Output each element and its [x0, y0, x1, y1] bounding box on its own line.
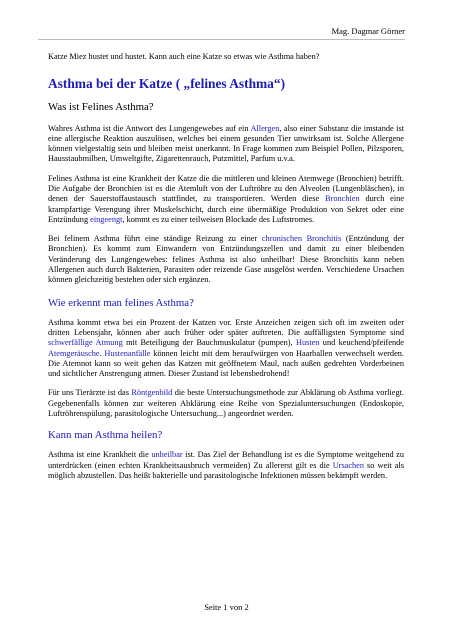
text-link[interactable]: Röntgenbild — [131, 388, 173, 398]
text-link[interactable]: Atemgeräusche — [48, 348, 100, 358]
intro-line: Katze Miez hustet und hustet. Kann auch eine Katze so etwas wie Asthma haben? — [48, 52, 320, 61]
text-run: Felines Asthma ist eine Krankheit der Katze die die mittleren und kleinen Atemwege (Bronchien) betrifft. Die Aufgabe der Bronchien ist es die Atemluft von der Luftröhre zu den Alveolen (Lungenbläschen), in denen der Sauerstoffaustausch stattfindet, zu transportieren. Werden diese — [48, 173, 404, 204]
paragraph — [48, 450, 404, 481]
section-heading: Kann man Asthma heilen? — [48, 429, 163, 442]
text-link[interactable]: Allergen — [250, 123, 280, 133]
header-author: Mag. Dagmar Görner — [331, 26, 405, 36]
text-run: ist. Das Ziel der Behandlung ist es die Symptome weitgehend zu unterdrücken (einen echten Krankheitsausbruch vermeiden) Zu allererst gilt es die — [48, 450, 404, 470]
text-run: so weit als möglich abzustellen. Das heißt bakterielle und parasitologische Infektionen müssen bekämpft werden. — [48, 460, 404, 480]
paragraph — [48, 388, 404, 419]
text-link[interactable]: chronischen Bronchitis — [261, 234, 342, 244]
text-link[interactable]: Ursachen — [332, 460, 365, 470]
text-link[interactable]: schwerfällige Atmung — [48, 338, 123, 348]
text-run: Bei felinem Asthma führt eine ständige Reizung zu einer — [48, 234, 262, 244]
text-run: , also einer Substanz die imstande ist eine allergische Reaktion auszulösen, welches bei einem gesunden Tier unwirksam ist. Solche Allergene können vielgestaltig sein und bleiben meist unerkannt. In Frage kommen zum Beispiel Pollen, Pilzsporen, Hausstaubmilben, Umweltgifte, Zigarettenrauch, Putzmittel, Parfum u.v.a. — [48, 123, 405, 164]
text-run: Für uns Tierärzte ist das — [48, 388, 132, 398]
text-run: (Entzündung der Bronchien). Es kommt zum Einwandern von Entzündungszellen und damit zu einer bleibenden Veränderung des Lungengewebes: felines Asthma ist also unheilbar! Diese Bronchitis kann neben Allergenen auch durch Bakterien, Parasiten oder reizende Gase ausgelöst werden. Verschiedene Ursachen können gleichzeitig bestehen oder sich ergänzen. — [48, 234, 404, 285]
text-link[interactable]: unheilbar — [151, 450, 183, 460]
text-run: und keuchend/pfeifende — [319, 338, 404, 348]
header-divider — [38, 39, 405, 40]
paragraph — [48, 318, 404, 380]
text-run: Asthma kommt etwa bei ein Prozent der Katzen vor. Erste Anzeichen zeigen sich oft im zweiten oder dritten Lebensjahr, können aber auch früher oder später auftreten. Die auffälligsten Symptome sind — [48, 317, 404, 337]
text-link[interactable]: Bronchien — [325, 194, 360, 204]
section-heading: Was ist Felines Asthma? — [48, 100, 154, 113]
text-link[interactable]: Hustenanfälle — [104, 348, 151, 358]
text-run: , kommt es zu einer teilweisen Blockade des Luftstromes. — [122, 214, 315, 224]
text-link[interactable]: Husten — [295, 338, 320, 348]
document-body — [48, 52, 404, 481]
text-run: die beste Untersuchungsmethode zur Abklärung ob Asthma vorliegt. Gegebenenfalls können zur weiteren Abklärung eine Reihe von Spezialuntersuchungen (Endoskopie, Luftröhrenspülung, parasitologische Untersuchung...) angeordnet werden. — [48, 388, 404, 419]
paragraph — [48, 124, 404, 165]
text-run: . — [99, 348, 105, 358]
text-run: durch eine krampfartige Verengung ihrer Muskelschicht, durch eine übermäßige Produktion von Sekret oder eine Entzündung — [48, 194, 404, 224]
text-run: können leicht mit dem heraufwürgen von Haarballen verwechselt werden. Die Atemnot kann so weit gehen das Katzen mit geöffnetem Maul, nach außen gedrehten Vorderbeinen und sichtlicher Anstrengung atmen. Dieser Zustand ist lebensbedrohend! — [48, 348, 404, 379]
text-link[interactable]: eingeengt — [90, 214, 123, 224]
paragraph — [48, 174, 404, 225]
text-run: mit Beteiligung der Bauchmuskulatur (pumpen), — [122, 338, 296, 348]
page-number: Seite 1 von 2 — [204, 602, 249, 612]
text-run: Wahres Asthma ist die Antwort des Lungengewebes auf ein — [48, 123, 251, 133]
paragraph — [48, 234, 404, 285]
text-run: Asthma ist eine Krankheit die — [48, 450, 152, 460]
document-title: Asthma bei der Katze ( „felines Asthma“) — [48, 75, 286, 91]
section-heading: Wie erkennt man felines Asthma? — [48, 296, 194, 309]
